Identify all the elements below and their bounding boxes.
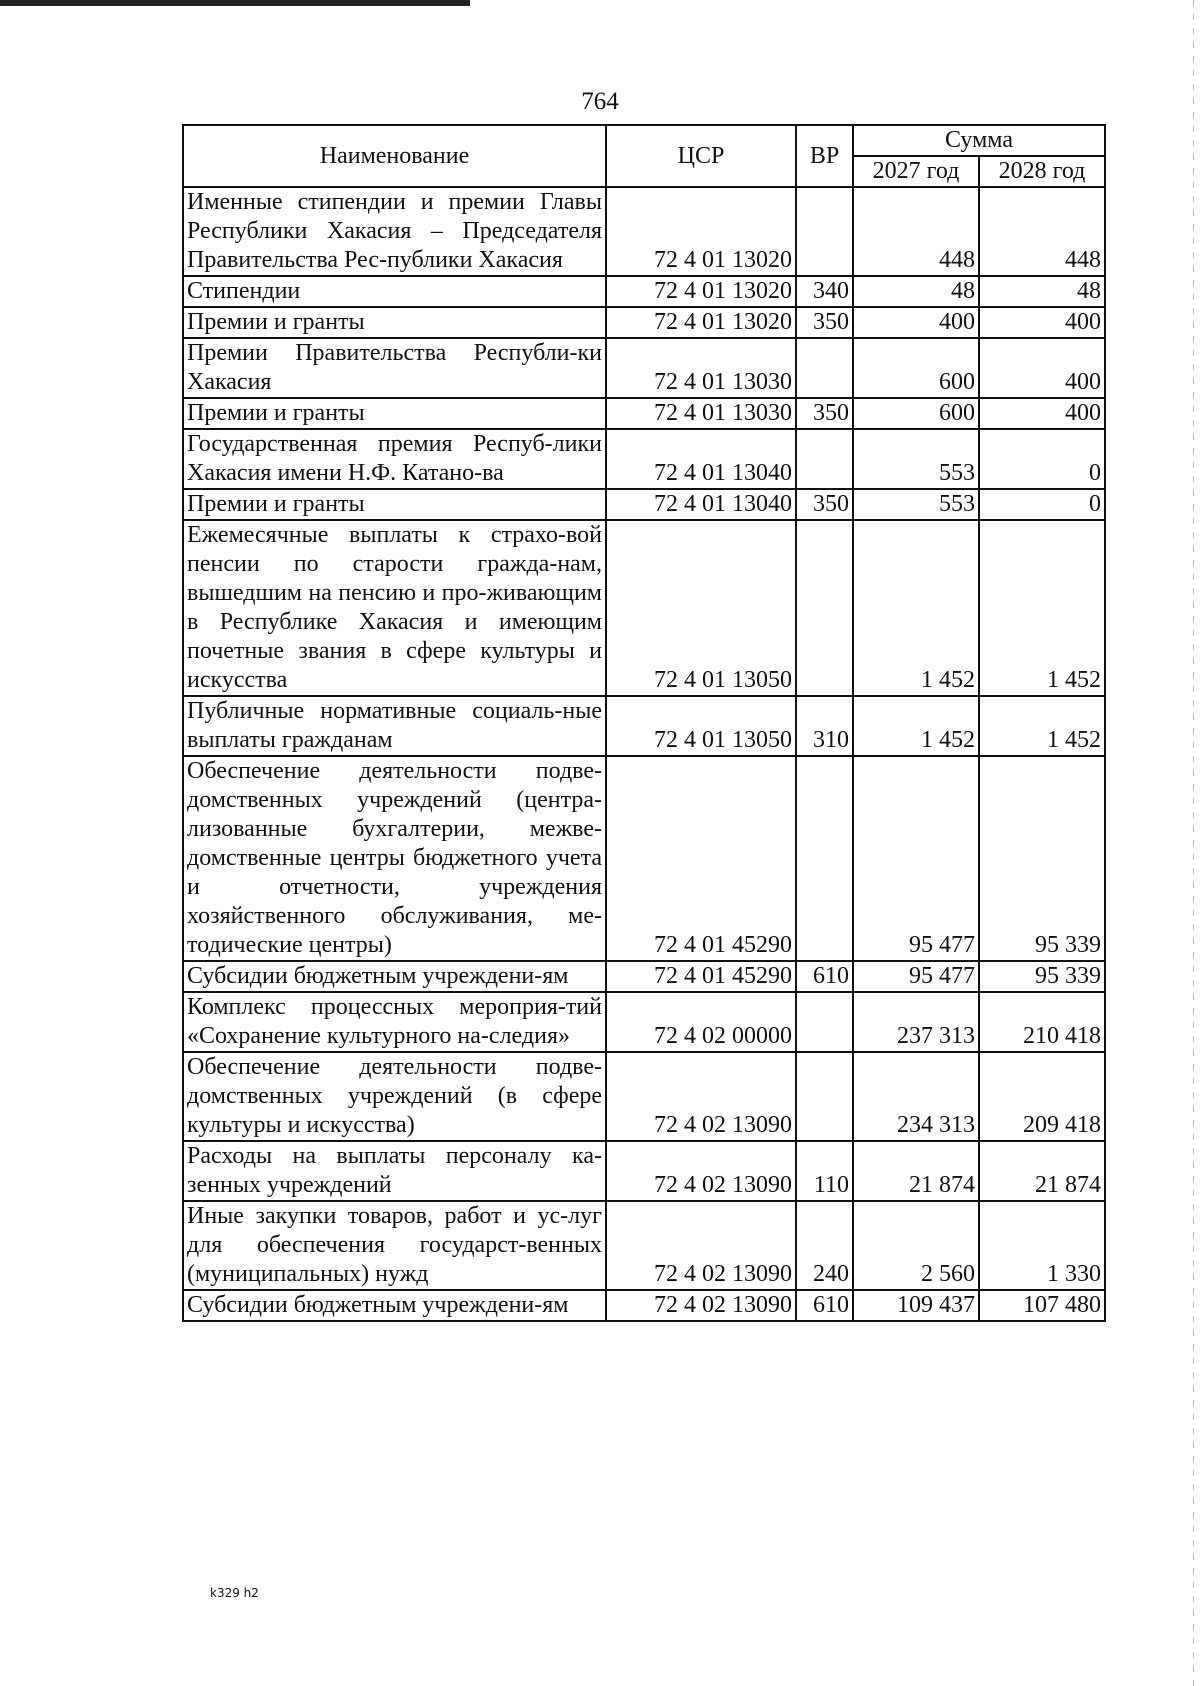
row-2028-cell: 95 339: [979, 756, 1105, 961]
row-vr-cell: 350: [796, 307, 853, 338]
table-row: [183, 276, 1105, 307]
row-csr-cell: 72 4 02 13090: [606, 1052, 796, 1141]
row-csr-cell: 72 4 01 13030: [606, 338, 796, 398]
row-csr-cell: 72 4 02 13090: [606, 1201, 796, 1290]
scan-edge-line: [1193, 0, 1194, 1686]
row-csr-cell: 72 4 01 45290: [606, 756, 796, 961]
row-2028-cell: 48: [979, 276, 1105, 307]
row-name-cell: Публичные нормативные социаль-ные выплаты гражданам: [183, 696, 606, 756]
row-2028-cell: 1 330: [979, 1201, 1105, 1290]
row-2028-cell: 448: [979, 187, 1105, 276]
row-csr-cell: 72 4 02 13090: [606, 1290, 796, 1321]
header-name: Наименование: [183, 125, 606, 187]
table-row: [183, 1052, 1105, 1141]
row-2027-cell: 553: [853, 429, 979, 489]
row-name-cell: Субсидии бюджетным учреждени-ям: [183, 961, 606, 992]
row-csr-cell: 72 4 01 13040: [606, 429, 796, 489]
page-number: 764: [581, 88, 619, 115]
row-csr-cell: 72 4 01 13020: [606, 307, 796, 338]
row-vr-cell: 610: [796, 1290, 853, 1321]
header-vr: ВР: [796, 125, 853, 187]
row-2027-cell: 2 560: [853, 1201, 979, 1290]
budget-table: [182, 124, 1106, 1322]
table-row: [183, 307, 1105, 338]
row-vr-cell: [796, 187, 853, 276]
row-csr-cell: 72 4 01 13040: [606, 489, 796, 520]
table-row: [183, 696, 1105, 756]
table-row: [183, 992, 1105, 1052]
table-row: [183, 520, 1105, 696]
row-2027-cell: 600: [853, 398, 979, 429]
row-csr-cell: 72 4 01 13020: [606, 187, 796, 276]
header-year-2027: 2027 год: [853, 156, 979, 187]
row-vr-cell: [796, 520, 853, 696]
table-row: [183, 756, 1105, 961]
row-2028-cell: 107 480: [979, 1290, 1105, 1321]
header-csr: ЦСР: [606, 125, 796, 187]
row-2027-cell: 237 313: [853, 992, 979, 1052]
row-2028-cell: 95 339: [979, 961, 1105, 992]
row-vr-cell: [796, 992, 853, 1052]
table-row: [183, 429, 1105, 489]
row-vr-cell: 310: [796, 696, 853, 756]
row-2028-cell: 209 418: [979, 1052, 1105, 1141]
table-row: [183, 961, 1105, 992]
table-row: [183, 187, 1105, 276]
row-2027-cell: 1 452: [853, 520, 979, 696]
row-2028-cell: 400: [979, 398, 1105, 429]
row-vr-cell: 350: [796, 398, 853, 429]
table-row: [183, 1201, 1105, 1290]
table-row: [183, 1141, 1105, 1201]
row-csr-cell: 72 4 01 45290: [606, 961, 796, 992]
table-row: [183, 398, 1105, 429]
row-2027-cell: 109 437: [853, 1290, 979, 1321]
footer-code: k329 h2: [210, 1586, 259, 1600]
table-row: [183, 1290, 1105, 1321]
row-csr-cell: 72 4 01 13020: [606, 276, 796, 307]
row-2028-cell: 0: [979, 489, 1105, 520]
table-body: [183, 187, 1105, 1321]
row-name-cell: Премии и гранты: [183, 398, 606, 429]
row-vr-cell: 110: [796, 1141, 853, 1201]
row-vr-cell: [796, 429, 853, 489]
row-2028-cell: 210 418: [979, 992, 1105, 1052]
table-header: [183, 125, 1105, 187]
row-2027-cell: 448: [853, 187, 979, 276]
row-name-cell: Ежемесячные выплаты к страхо-вой пенсии по старости гражда-нам, вышедшим на пенсию и про-живающим в Республике Хакасия и имеющим почетные звания в сфере культуры и искусства: [183, 520, 606, 696]
row-2027-cell: 95 477: [853, 961, 979, 992]
header-sum: Сумма: [853, 125, 1105, 156]
row-csr-cell: 72 4 01 13030: [606, 398, 796, 429]
header-year-2028: 2028 год: [979, 156, 1105, 187]
row-csr-cell: 72 4 01 13050: [606, 520, 796, 696]
row-vr-cell: [796, 756, 853, 961]
table-row: [183, 338, 1105, 398]
row-csr-cell: 72 4 02 13090: [606, 1141, 796, 1201]
row-vr-cell: [796, 1052, 853, 1141]
row-name-cell: Премии и гранты: [183, 489, 606, 520]
row-2028-cell: 400: [979, 307, 1105, 338]
row-2028-cell: 400: [979, 338, 1105, 398]
row-name-cell: Обеспечение деятельности подве-домственных учреждений (центра-лизованные бухгалтерии, межве-домственные центры бюджетного учета и отчетности, учреждения хозяйственного обслуживания, ме-тодические центры): [183, 756, 606, 961]
row-vr-cell: 240: [796, 1201, 853, 1290]
row-name-cell: Премии Правительства Республи-ки Хакасия: [183, 338, 606, 398]
row-name-cell: Именные стипендии и премии Главы Республики Хакасия – Председателя Правительства Рес-публики Хакасия: [183, 187, 606, 276]
row-2027-cell: 600: [853, 338, 979, 398]
row-name-cell: Стипендии: [183, 276, 606, 307]
row-2027-cell: 234 313: [853, 1052, 979, 1141]
row-name-cell: Обеспечение деятельности подве-домственных учреждений (в сфере культуры и искусства): [183, 1052, 606, 1141]
row-vr-cell: 610: [796, 961, 853, 992]
row-name-cell: Иные закупки товаров, работ и ус-луг для обеспечения государст-венных (муниципальных) нужд: [183, 1201, 606, 1290]
row-vr-cell: 350: [796, 489, 853, 520]
row-2028-cell: 1 452: [979, 520, 1105, 696]
row-name-cell: Расходы на выплаты персоналу ка-зенных учреждений: [183, 1141, 606, 1201]
row-csr-cell: 72 4 01 13050: [606, 696, 796, 756]
row-2027-cell: 48: [853, 276, 979, 307]
row-vr-cell: 340: [796, 276, 853, 307]
table-row: [183, 489, 1105, 520]
row-name-cell: Комплекс процессных мероприя-тий «Сохранение культурного на-следия»: [183, 992, 606, 1052]
row-2027-cell: 553: [853, 489, 979, 520]
row-2028-cell: 0: [979, 429, 1105, 489]
top-edge-rule: [0, 0, 470, 6]
row-csr-cell: 72 4 02 00000: [606, 992, 796, 1052]
row-2028-cell: 1 452: [979, 696, 1105, 756]
row-2028-cell: 21 874: [979, 1141, 1105, 1201]
row-2027-cell: 95 477: [853, 756, 979, 961]
row-vr-cell: [796, 338, 853, 398]
row-2027-cell: 1 452: [853, 696, 979, 756]
row-2027-cell: 400: [853, 307, 979, 338]
row-name-cell: Государственная премия Респуб-лики Хакасия имени Н.Ф. Катано-ва: [183, 429, 606, 489]
row-name-cell: Субсидии бюджетным учреждени-ям: [183, 1290, 606, 1321]
row-name-cell: Премии и гранты: [183, 307, 606, 338]
row-2027-cell: 21 874: [853, 1141, 979, 1201]
